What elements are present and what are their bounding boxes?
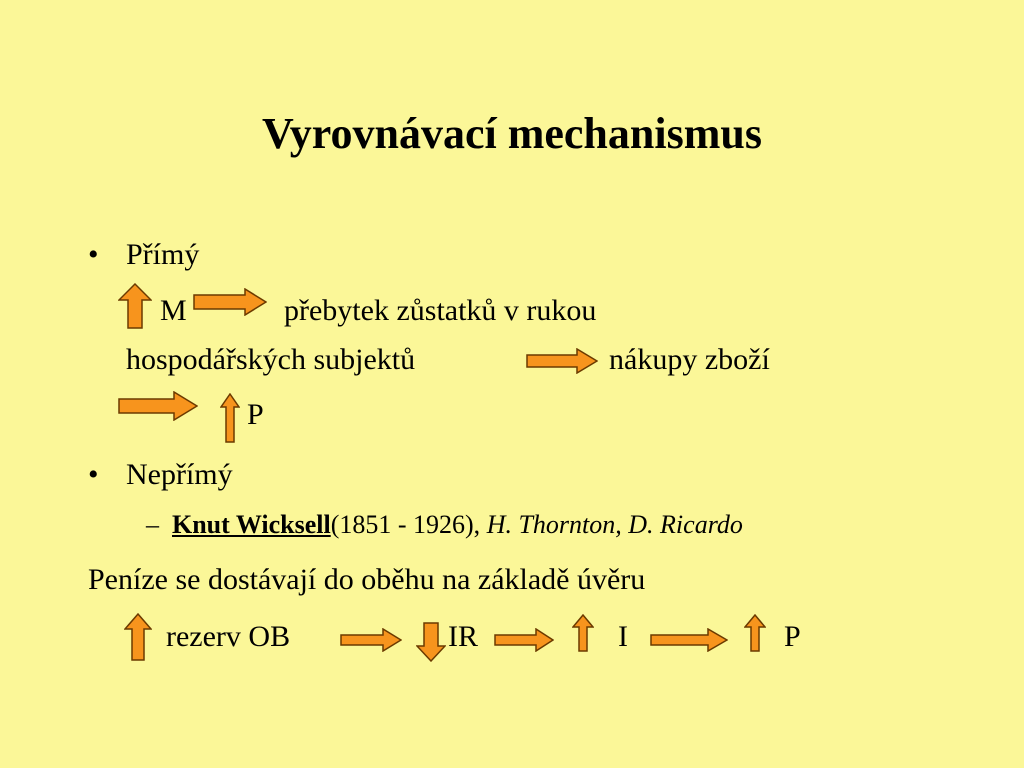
right-arrow-icon <box>340 628 402 652</box>
direct-line2-end: nákupy zboží <box>609 343 770 376</box>
indirect-label: Nepřímý <box>126 458 233 491</box>
chain-price: P <box>784 620 801 653</box>
slide-title: Vyrovnávací mechanismus <box>262 109 762 158</box>
right-arrow-icon <box>193 288 267 316</box>
chain-reserves: rezerv OB <box>166 620 291 653</box>
money-symbol: M <box>160 294 187 327</box>
right-arrow-icon <box>526 348 598 374</box>
direct-line2-text: hospodářských subjektů <box>126 343 416 376</box>
author-name: Knut Wicksell <box>172 510 331 539</box>
chain-interest-rate: IR <box>448 620 478 653</box>
up-arrow-icon <box>220 393 240 443</box>
up-arrow-icon <box>124 613 152 661</box>
direct-line1-text: přebytek zůstatků v rukou <box>284 294 597 327</box>
direct-label: Přímý <box>126 238 200 271</box>
price-symbol: P <box>247 398 264 431</box>
author-years: (1851 - 1926), <box>330 510 481 539</box>
right-arrow-icon <box>650 628 728 652</box>
down-arrow-icon <box>416 622 446 662</box>
indirect-authors <box>172 512 743 538</box>
up-arrow-icon <box>572 614 594 652</box>
credit-statement: Peníze se dostávají do oběhu na základě úvěru <box>88 563 646 596</box>
bullet-dot: • <box>88 458 99 491</box>
bullet-dot: • <box>88 238 99 271</box>
sub-bullet-dash: – <box>146 510 159 539</box>
up-arrow-icon <box>118 283 152 329</box>
right-arrow-icon <box>494 628 554 652</box>
right-arrow-icon <box>118 391 198 421</box>
chain-investment: I <box>618 620 628 653</box>
other-authors: H. Thornton, D. Ricardo <box>486 510 743 539</box>
up-arrow-icon <box>744 614 766 652</box>
